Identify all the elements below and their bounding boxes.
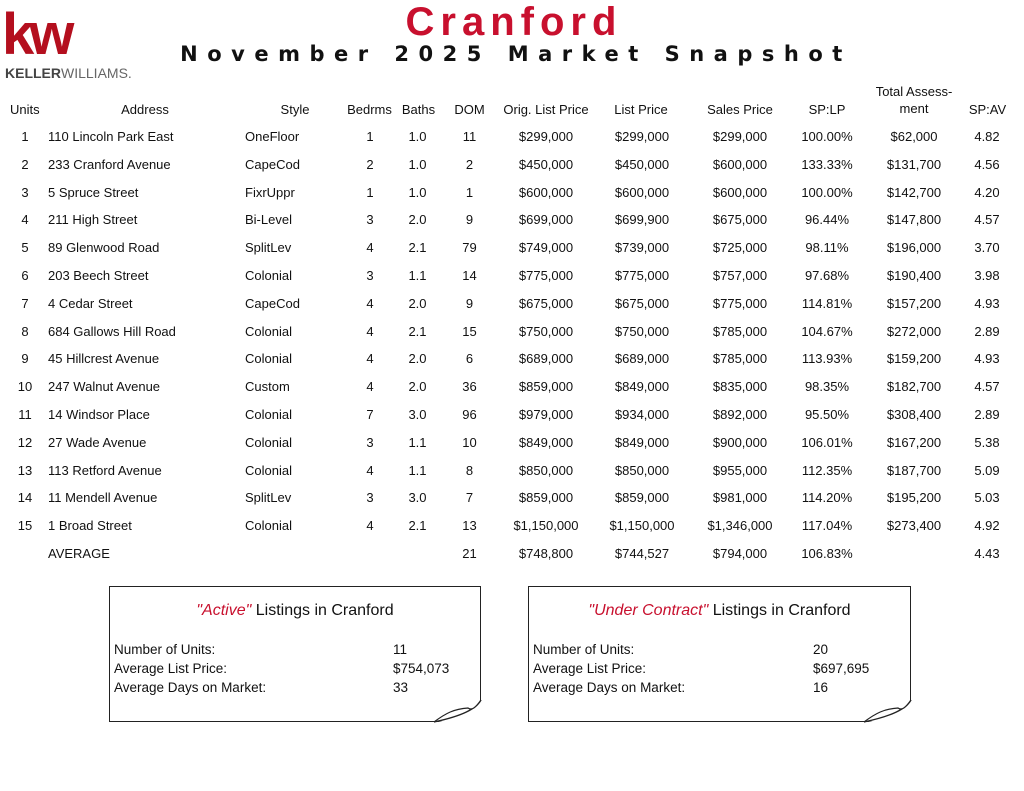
address-cell: 211 High Street xyxy=(48,212,138,228)
address-cell: 113 Retford Avenue xyxy=(48,462,162,478)
active-avg-dom-value: 33 xyxy=(393,680,409,695)
address-cell: 247 Walnut Avenue xyxy=(48,379,161,395)
col-header-baths: Baths xyxy=(401,102,436,117)
orig-list-price-cell: $850,000 xyxy=(518,462,574,478)
baths-cell: 3.0 xyxy=(408,407,427,422)
unit-cell: 12 xyxy=(17,434,33,450)
address-cell: 5 Spruce Street xyxy=(48,184,139,200)
bedrooms-cell: 1 xyxy=(366,129,374,144)
list-price-cell: $744,527 xyxy=(614,546,670,561)
address-cell: AVERAGE xyxy=(48,546,110,561)
style-cell: OneFloor xyxy=(245,129,300,144)
list-price-cell: $750,000 xyxy=(614,323,670,339)
sales-price-cell: $835,000 xyxy=(712,379,768,395)
logo-name-light: WILLIAMS xyxy=(61,65,128,81)
sp-lp-cell: 133.33% xyxy=(801,156,853,172)
dom-cell: 14 xyxy=(462,268,477,283)
bedrooms-cell: 4 xyxy=(366,351,374,367)
sp-av-cell: 4.92 xyxy=(974,518,1000,534)
list-price-cell: $450,000 xyxy=(614,156,670,172)
dom-cell: 9 xyxy=(465,295,474,311)
style-cell: Colonial xyxy=(245,434,292,450)
orig-list-price-cell: $859,000 xyxy=(518,379,574,395)
baths-cell: 2.0 xyxy=(408,212,427,228)
total-assessment-cell: $182,700 xyxy=(886,379,942,395)
sp-lp-cell: 95.50% xyxy=(804,407,850,422)
list-price-cell: $675,000 xyxy=(614,295,670,311)
col-header-sales-price: Sales Price xyxy=(707,102,773,117)
sp-lp-cell: 106.83% xyxy=(801,546,853,561)
total-assessment-cell: $196,000 xyxy=(886,240,942,256)
style-cell: Colonial xyxy=(245,407,292,422)
list-price-cell: $849,000 xyxy=(614,379,670,395)
unit-cell: 14 xyxy=(17,490,33,506)
unit-cell: 11 xyxy=(18,407,32,422)
list-price-cell: $699,900 xyxy=(614,212,670,228)
col-header-sp-av: SP:AV xyxy=(968,102,1007,117)
total-assessment-cell: $187,700 xyxy=(886,462,942,478)
baths-cell: 1.1 xyxy=(408,268,427,283)
unit-cell: 8 xyxy=(21,323,29,339)
orig-list-price-cell: $750,000 xyxy=(518,323,574,339)
dom-cell: 11 xyxy=(462,129,477,144)
sales-price-cell: $299,000 xyxy=(712,129,768,144)
baths-cell: 2.1 xyxy=(408,518,427,534)
style-cell: FixrUppr xyxy=(245,184,295,200)
sp-lp-cell: 97.68% xyxy=(804,268,850,283)
baths-cell: 2.0 xyxy=(408,295,427,311)
sp-lp-cell: 100.00% xyxy=(801,129,853,144)
contract-avg-price-value: $697,695 xyxy=(813,661,870,676)
list-price-cell: $299,000 xyxy=(614,129,670,144)
dom-cell: 96 xyxy=(462,407,477,422)
unit-cell: 9 xyxy=(21,351,29,367)
total-assessment-cell: $62,000 xyxy=(890,129,938,144)
list-price-cell: $850,000 xyxy=(614,462,670,478)
list-price-cell: $689,000 xyxy=(614,351,670,367)
kw-logo-mark: kw xyxy=(2,2,70,67)
active-box-title-rest: Listings in Cranford xyxy=(251,602,394,619)
sales-price-cell: $1,346,000 xyxy=(707,518,773,534)
sp-av-cell: 4.43 xyxy=(974,546,1000,561)
list-price-cell: $739,000 xyxy=(614,240,670,256)
orig-list-price-cell: $1,150,000 xyxy=(513,518,579,534)
baths-cell: 1.1 xyxy=(408,434,427,450)
sales-price-cell: $892,000 xyxy=(712,407,768,422)
orig-list-price-cell: $979,000 xyxy=(518,407,574,422)
total-assessment-cell: $142,700 xyxy=(886,184,942,200)
orig-list-price-cell: $748,800 xyxy=(518,546,574,561)
col-header-dom: DOM xyxy=(454,102,485,117)
list-price-cell: $934,000 xyxy=(614,407,670,422)
sales-price-cell: $794,000 xyxy=(712,546,768,561)
address-cell: 233 Cranford Avenue xyxy=(48,156,171,172)
col-header-total-assessment-line1: Total Assess- xyxy=(875,84,953,99)
bedrooms-cell: 4 xyxy=(366,462,374,478)
baths-cell: 2.1 xyxy=(408,240,427,256)
list-price-cell: $849,000 xyxy=(614,434,670,450)
address-cell: 110 Lincoln Park East xyxy=(48,129,174,144)
sp-av-cell: 4.57 xyxy=(974,212,1000,228)
baths-cell: 1.0 xyxy=(408,156,427,172)
dom-cell: 21 xyxy=(462,546,477,561)
dom-cell: 79 xyxy=(462,240,477,256)
total-assessment-cell: $190,400 xyxy=(886,268,942,283)
active-listings-box xyxy=(109,586,481,722)
address-cell: 11 Mendell Avenue xyxy=(48,490,158,506)
dom-cell: 8 xyxy=(465,462,474,478)
orig-list-price-cell: $600,000 xyxy=(518,184,574,200)
style-cell: Custom xyxy=(245,379,290,395)
style-cell: Colonial xyxy=(245,323,292,339)
sp-lp-cell: 98.35% xyxy=(804,379,850,395)
style-cell: CapeCod xyxy=(245,295,300,311)
total-assessment-cell: $147,800 xyxy=(886,212,942,228)
dom-cell: 9 xyxy=(465,212,474,228)
unit-cell: 4 xyxy=(21,212,29,228)
total-assessment-cell: $159,200 xyxy=(886,351,942,367)
contract-units-value: 20 xyxy=(813,642,829,657)
sales-price-cell: $900,000 xyxy=(712,434,768,450)
logo-name-bold: KELLER xyxy=(5,65,61,81)
orig-list-price-cell: $699,000 xyxy=(518,212,574,228)
bedrooms-cell: 3 xyxy=(366,490,374,506)
style-cell: Colonial xyxy=(245,351,292,367)
baths-cell: 1.0 xyxy=(408,129,427,144)
active-avg-price-label: Average List Price: xyxy=(114,661,228,676)
logo-name-suffix: . xyxy=(127,65,132,81)
bedrooms-cell: 7 xyxy=(366,407,374,422)
address-cell: 203 Beech Street xyxy=(48,268,149,283)
dom-cell: 15 xyxy=(462,323,477,339)
baths-cell: 1.1 xyxy=(408,462,427,478)
baths-cell: 2.0 xyxy=(408,379,427,395)
page-curl-icon xyxy=(432,699,482,723)
sp-lp-cell: 114.20% xyxy=(801,490,853,506)
address-cell: 1 Broad Street xyxy=(48,518,132,534)
sales-price-cell: $981,000 xyxy=(712,490,768,506)
col-header-style: Style xyxy=(280,102,310,117)
bedrooms-cell: 4 xyxy=(366,379,374,395)
total-assessment-cell: $167,200 xyxy=(886,434,942,450)
col-header-sp-lp: SP:LP xyxy=(808,102,846,117)
bedrooms-cell: 4 xyxy=(366,323,374,339)
bedrooms-cell: 1 xyxy=(366,184,374,200)
col-header-bedrms: Bedrms xyxy=(347,102,392,117)
sp-lp-cell: 98.11% xyxy=(805,240,849,256)
baths-cell: 3.0 xyxy=(408,490,427,506)
baths-cell: 2.1 xyxy=(408,323,427,339)
dom-cell: 10 xyxy=(462,434,477,450)
sp-lp-cell: 114.81% xyxy=(801,295,853,311)
address-cell: 684 Gallows Hill Road xyxy=(48,323,176,339)
orig-list-price-cell: $749,000 xyxy=(518,240,574,256)
orig-list-price-cell: $450,000 xyxy=(518,156,574,172)
dom-cell: 7 xyxy=(465,490,474,506)
sales-price-cell: $775,000 xyxy=(712,295,768,311)
orig-list-price-cell: $689,000 xyxy=(518,351,574,367)
address-cell: 14 Windsor Place xyxy=(48,407,150,422)
dom-cell: 2 xyxy=(465,156,474,172)
active-units-value: 11 xyxy=(393,642,408,657)
list-price-cell: $775,000 xyxy=(614,268,670,283)
list-price-cell: $1,150,000 xyxy=(609,518,675,534)
sales-price-cell: $785,000 xyxy=(712,323,768,339)
sp-av-cell: 4.57 xyxy=(974,379,1000,395)
dom-cell: 1 xyxy=(465,184,474,200)
total-assessment-cell: $131,700 xyxy=(886,156,942,172)
total-assessment-cell: $308,400 xyxy=(886,407,942,422)
sp-av-cell: 4.56 xyxy=(974,156,1000,172)
unit-cell: 15 xyxy=(17,518,33,534)
total-assessment-cell: $195,200 xyxy=(886,490,942,506)
sales-price-cell: $600,000 xyxy=(712,156,768,172)
active-avg-price-value: $754,073 xyxy=(393,661,450,676)
sp-av-cell: 3.98 xyxy=(974,268,1000,283)
unit-cell: 5 xyxy=(21,240,29,256)
list-price-cell: $859,000 xyxy=(614,490,670,506)
sp-lp-cell: 96.44% xyxy=(804,212,850,228)
sales-price-cell: $600,000 xyxy=(712,184,768,200)
unit-cell: 1 xyxy=(21,129,29,144)
baths-cell: 2.0 xyxy=(408,351,427,367)
sales-price-cell: $675,000 xyxy=(712,212,768,228)
sp-av-cell: 2.89 xyxy=(974,407,1000,422)
style-cell: CapeCod xyxy=(245,156,300,172)
active-units-label: Number of Units: xyxy=(114,642,216,657)
contract-box-title xyxy=(529,601,910,621)
orig-list-price-cell: $675,000 xyxy=(518,295,574,311)
sales-price-cell: $725,000 xyxy=(712,240,768,256)
dom-cell: 36 xyxy=(462,379,477,395)
active-box-title-highlight: "Active" xyxy=(196,602,252,619)
total-assessment-cell: $157,200 xyxy=(886,295,942,311)
unit-cell: 10 xyxy=(17,379,33,395)
bedrooms-cell: 4 xyxy=(366,518,374,534)
unit-cell: 13 xyxy=(17,462,33,478)
sp-lp-cell: 100.00% xyxy=(801,184,853,200)
sp-av-cell: 4.20 xyxy=(974,184,1000,200)
sp-lp-cell: 113.93% xyxy=(801,351,853,367)
bedrooms-cell: 3 xyxy=(366,268,374,283)
under-contract-listings-box xyxy=(528,586,911,722)
col-header-list-price: List Price xyxy=(614,102,668,117)
bedrooms-cell: 2 xyxy=(366,156,374,172)
list-price-cell: $600,000 xyxy=(614,184,670,200)
total-assessment-cell: $272,000 xyxy=(886,323,942,339)
sales-price-cell: $785,000 xyxy=(712,351,768,367)
sp-av-cell: 4.82 xyxy=(974,129,1000,144)
address-cell: 45 Hillcrest Avenue xyxy=(48,351,160,367)
unit-cell: 2 xyxy=(21,156,29,172)
sp-av-cell: 3.70 xyxy=(974,240,1000,256)
sp-lp-cell: 104.67% xyxy=(801,323,853,339)
sp-lp-cell: 112.35% xyxy=(801,462,853,478)
dom-cell: 6 xyxy=(465,351,474,367)
unit-cell: 7 xyxy=(21,295,29,311)
address-cell: 27 Wade Avenue xyxy=(48,434,147,450)
style-cell: Colonial xyxy=(245,518,292,534)
style-cell: SplitLev xyxy=(245,490,292,506)
orig-list-price-cell: $859,000 xyxy=(518,490,574,506)
total-assessment-cell: $273,400 xyxy=(886,518,942,534)
page-curl-icon xyxy=(862,699,912,723)
baths-cell: 1.0 xyxy=(408,184,427,200)
sp-av-cell: 5.03 xyxy=(974,490,1000,506)
bedrooms-cell: 4 xyxy=(366,240,374,256)
bedrooms-cell: 4 xyxy=(366,295,374,311)
contract-avg-dom-value: 16 xyxy=(813,680,829,695)
address-cell: 89 Glenwood Road xyxy=(48,240,160,256)
contract-units-label: Number of Units: xyxy=(533,642,635,657)
orig-list-price-cell: $775,000 xyxy=(518,268,574,283)
sales-price-cell: $955,000 xyxy=(712,462,768,478)
sales-price-cell: $757,000 xyxy=(712,268,768,283)
active-avg-dom-label: Average Days on Market: xyxy=(114,680,267,695)
contract-avg-price-label: Average List Price: xyxy=(533,661,647,676)
col-header-total-assessment-line2: ment xyxy=(899,101,929,116)
page-title: Cranford xyxy=(405,0,623,44)
style-cell: SplitLev xyxy=(245,240,292,256)
col-header-units: Units xyxy=(10,102,40,117)
unit-cell: 6 xyxy=(21,268,29,283)
logo-wordmark xyxy=(5,66,132,80)
dom-cell: 13 xyxy=(462,518,477,534)
col-header-total-assessment xyxy=(868,83,960,117)
col-header-orig-list-price: Orig. List Price xyxy=(503,102,589,117)
page-subtitle: November 2025 Market Snapshot xyxy=(180,42,852,66)
sp-av-cell: 2.89 xyxy=(974,323,1000,339)
sp-av-cell: 5.09 xyxy=(974,462,1000,478)
contract-box-title-rest: Listings in Cranford xyxy=(708,602,851,619)
col-header-address: Address xyxy=(121,102,169,117)
sp-lp-cell: 106.01% xyxy=(801,434,853,450)
sp-av-cell: 4.93 xyxy=(974,295,1000,311)
bedrooms-cell: 3 xyxy=(366,434,374,450)
sp-av-cell: 5.38 xyxy=(974,434,1000,450)
style-cell: Colonial xyxy=(245,462,292,478)
orig-list-price-cell: $849,000 xyxy=(518,434,574,450)
style-cell: Colonial xyxy=(245,268,292,283)
sp-av-cell: 4.93 xyxy=(974,351,1000,367)
sp-lp-cell: 117.04% xyxy=(801,518,853,534)
contract-avg-dom-label: Average Days on Market: xyxy=(533,680,686,695)
active-box-title xyxy=(110,601,480,621)
style-cell: Bi-Level xyxy=(245,212,292,228)
address-cell: 4 Cedar Street xyxy=(48,295,133,311)
contract-box-title-highlight: "Under Contract" xyxy=(588,602,709,619)
orig-list-price-cell: $299,000 xyxy=(518,129,574,144)
unit-cell: 3 xyxy=(21,184,29,200)
bedrooms-cell: 3 xyxy=(366,212,374,228)
